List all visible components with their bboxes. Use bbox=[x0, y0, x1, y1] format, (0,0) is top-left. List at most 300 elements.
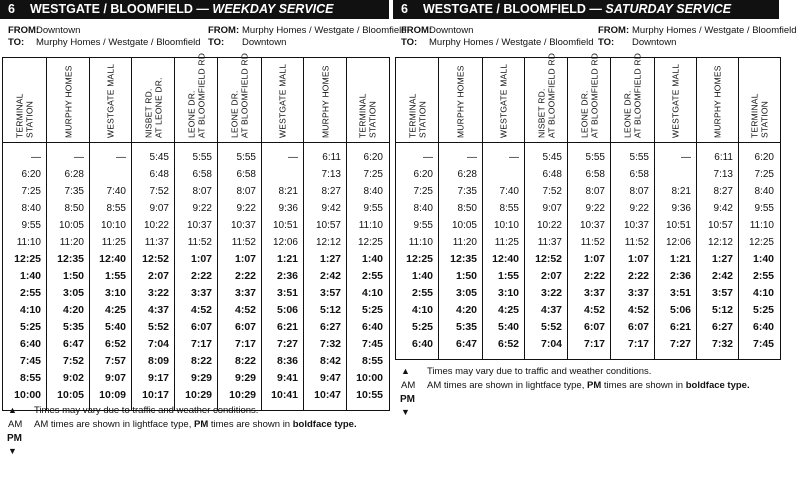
time-cell: 12:12 bbox=[315, 236, 341, 248]
am-label: AM bbox=[8, 419, 23, 430]
time-cell: 1:40 bbox=[752, 253, 774, 266]
time-cell: 7:27 bbox=[276, 337, 298, 350]
time-cell: 2:22 bbox=[234, 270, 256, 283]
time-cell: 12:40 bbox=[492, 253, 519, 266]
time-cell: 9:22 bbox=[629, 202, 649, 214]
time-cell: 1:40 bbox=[361, 253, 383, 266]
time-cell: 5:06 bbox=[276, 304, 298, 317]
time-cell: 11:52 bbox=[231, 236, 256, 248]
note-mid-text: times are shown in bbox=[210, 419, 291, 430]
to-label: TO: bbox=[598, 37, 615, 48]
time-cell: 8:36 bbox=[276, 354, 298, 367]
time-cell: 8:42 bbox=[319, 354, 341, 367]
time-cell: 1:55 bbox=[497, 270, 519, 283]
time-cell: 3:37 bbox=[234, 287, 256, 300]
time-cell: 3:22 bbox=[540, 287, 562, 300]
to-line bbox=[8, 37, 201, 49]
time-cell: — bbox=[31, 152, 41, 163]
time-cell: — bbox=[467, 152, 477, 163]
time-cell: 9:29 bbox=[234, 371, 256, 384]
column-header-label: LEONE DR. AT BLOOMFIELD RD bbox=[229, 52, 249, 138]
time-cell: 12:40 bbox=[99, 253, 126, 266]
time-cell: 1:40 bbox=[411, 270, 433, 283]
to-label: TO: bbox=[401, 37, 418, 48]
time-cell: 10:00 bbox=[356, 371, 383, 384]
time-cell: 5:52 bbox=[147, 321, 169, 333]
time-cell: 1:50 bbox=[62, 270, 84, 283]
time-cell: 6:27 bbox=[711, 321, 733, 333]
time-cell: 8:50 bbox=[457, 202, 477, 214]
time-cell: 11:37 bbox=[537, 236, 562, 248]
time-cell: 4:10 bbox=[411, 304, 433, 317]
time-cell: 10:47 bbox=[314, 388, 341, 401]
time-cell: 7:52 bbox=[149, 185, 169, 197]
time-cell: 2:42 bbox=[319, 270, 341, 283]
time-cell: 11:10 bbox=[408, 236, 433, 248]
column-header-label: NISBET RD. AT BLOOMFIELD RD bbox=[536, 52, 556, 138]
time-cell: 10:51 bbox=[665, 219, 691, 231]
time-cell: 9:42 bbox=[321, 202, 341, 214]
time-cell: 7:17 bbox=[627, 337, 649, 350]
time-cell: 6:07 bbox=[234, 321, 256, 333]
time-cell: 8:21 bbox=[671, 185, 691, 197]
time-cell: 11:37 bbox=[144, 236, 169, 248]
column-header-label: NISBET RD. AT LEONE DR. bbox=[143, 77, 163, 138]
time-cell: 6:11 bbox=[322, 152, 341, 163]
time-cell: 2:07 bbox=[147, 270, 169, 283]
note-vary: Times may vary due to traffic and weather conditions. bbox=[427, 366, 652, 377]
column-header bbox=[262, 58, 304, 142]
time-cell: 6:48 bbox=[542, 168, 562, 180]
time-cell: 9:47 bbox=[319, 371, 341, 384]
pm-label: PM bbox=[7, 433, 22, 444]
from-label: FROM: bbox=[8, 25, 40, 36]
note-type-legend bbox=[34, 419, 357, 430]
time-cell: 10:00 bbox=[14, 388, 41, 401]
column-header bbox=[175, 52, 218, 142]
service-type: WEEKDAY SERVICE bbox=[212, 2, 334, 16]
to-line bbox=[401, 37, 594, 49]
time-cell: 12:35 bbox=[57, 253, 84, 266]
to-line bbox=[598, 37, 797, 49]
time-cell: 6:07 bbox=[627, 321, 649, 333]
time-cell: 3:05 bbox=[62, 287, 84, 300]
time-cell: 12:35 bbox=[450, 253, 477, 266]
time-cell: 7:25 bbox=[21, 185, 41, 197]
time-cell: 10:37 bbox=[230, 219, 256, 231]
time-cell: 8:22 bbox=[234, 354, 256, 367]
timetable bbox=[2, 52, 390, 411]
time-cell: 1:40 bbox=[19, 270, 41, 283]
direction-outbound bbox=[401, 25, 594, 49]
direction-outbound bbox=[8, 25, 201, 49]
from-line bbox=[401, 25, 594, 37]
note-bold-text: boldface type. bbox=[685, 380, 750, 391]
time-cell: 3:37 bbox=[583, 287, 605, 300]
column-header bbox=[347, 58, 389, 142]
time-cell: 2:55 bbox=[752, 270, 774, 283]
time-cell: 4:37 bbox=[147, 304, 169, 317]
time-cell: 10:41 bbox=[271, 388, 298, 401]
time-cell: 6:21 bbox=[669, 321, 691, 333]
note-am-text: AM times are shown in lightface type, bbox=[34, 419, 192, 430]
time-cell: 7:45 bbox=[752, 337, 774, 350]
time-cell: 2:55 bbox=[19, 287, 41, 300]
time-cell: 10:09 bbox=[99, 388, 126, 401]
time-cell: 5:12 bbox=[319, 304, 341, 317]
note-am-text: AM times are shown in lightface type, bbox=[427, 380, 585, 391]
time-cell: 9:55 bbox=[21, 219, 41, 231]
time-cell: 12:25 bbox=[357, 236, 383, 248]
time-cell: 8:07 bbox=[192, 185, 212, 197]
column-header-label: MURPHY HOMES bbox=[455, 65, 466, 138]
time-cell: 8:27 bbox=[713, 185, 733, 197]
time-cell: 4:25 bbox=[104, 304, 126, 317]
time-cell: 11:25 bbox=[101, 236, 126, 248]
time-cell: 8:55 bbox=[499, 202, 519, 214]
time-cell: 5:35 bbox=[455, 321, 477, 333]
time-cell: 9:36 bbox=[671, 202, 691, 214]
column-header bbox=[655, 58, 697, 142]
column-header bbox=[483, 58, 525, 142]
time-cell: 6:40 bbox=[19, 337, 41, 350]
time-cell: — bbox=[509, 152, 519, 163]
header-divider bbox=[3, 142, 389, 143]
from-value: Murphy Homes / Westgate / Bloomfield bbox=[242, 25, 407, 36]
time-cell: 3:57 bbox=[319, 287, 341, 300]
from-label: FROM: bbox=[208, 25, 240, 36]
time-cell: 12:25 bbox=[14, 253, 41, 266]
time-cell: 9:22 bbox=[236, 202, 256, 214]
time-cell: 7:04 bbox=[147, 337, 169, 350]
time-cell: 8:55 bbox=[361, 354, 383, 367]
time-cell: — bbox=[74, 152, 84, 163]
time-cell: 10:29 bbox=[229, 388, 256, 401]
from-line bbox=[598, 25, 797, 37]
time-cell: 9:17 bbox=[147, 371, 169, 384]
column-header-label: WESTGATE MALL bbox=[498, 63, 509, 138]
time-cell: 1:07 bbox=[190, 253, 212, 266]
column-header bbox=[739, 58, 780, 142]
time-cell: 4:52 bbox=[627, 304, 649, 317]
column-header-label: LEONE DR. AT BLOOMFIELD RD bbox=[622, 52, 642, 138]
column-header-label: TERMINAL STATION bbox=[407, 93, 427, 138]
column-header bbox=[697, 58, 739, 142]
note-type-legend bbox=[427, 380, 750, 391]
column-header-label: MURPHY HOMES bbox=[712, 65, 723, 138]
am-label: AM bbox=[401, 380, 416, 391]
time-cell: 9:55 bbox=[754, 202, 774, 214]
time-cell: 9:55 bbox=[363, 202, 383, 214]
time-cell: 6:27 bbox=[319, 321, 341, 333]
column-header bbox=[47, 58, 90, 142]
column-header bbox=[3, 58, 47, 142]
time-cell: 6:47 bbox=[455, 337, 477, 350]
time-cell: 9:55 bbox=[413, 219, 433, 231]
time-cell: 2:55 bbox=[361, 270, 383, 283]
route-name: WESTGATE / BLOOMFIELD — bbox=[423, 2, 602, 16]
column-header-label: MURPHY HOMES bbox=[62, 65, 73, 138]
time-cell: 7:25 bbox=[363, 168, 383, 180]
time-cell: — bbox=[288, 152, 298, 163]
from-value: Downtown bbox=[429, 25, 474, 36]
time-cell: 6:28 bbox=[64, 168, 84, 180]
time-cell: 10:22 bbox=[143, 219, 169, 231]
time-cell: 8:40 bbox=[754, 185, 774, 197]
time-cell: 7:13 bbox=[321, 168, 341, 180]
time-cell: 8:27 bbox=[321, 185, 341, 197]
timetable bbox=[395, 52, 781, 360]
time-cell: 8:07 bbox=[236, 185, 256, 197]
time-cell: 11:10 bbox=[16, 236, 41, 248]
time-cell: 6:52 bbox=[104, 337, 126, 350]
time-cell: — bbox=[116, 152, 126, 163]
time-cell: 5:25 bbox=[411, 321, 433, 333]
route-name: WESTGATE / BLOOMFIELD — bbox=[30, 2, 209, 16]
time-cell: 7:17 bbox=[583, 337, 605, 350]
time-cell: 11:25 bbox=[494, 236, 519, 248]
up-arrow-icon: ▲ bbox=[401, 366, 410, 376]
time-cell: 9:22 bbox=[585, 202, 605, 214]
time-cell: 7:35 bbox=[64, 185, 84, 197]
time-cell: 11:52 bbox=[580, 236, 605, 248]
time-cell: 5:12 bbox=[711, 304, 733, 317]
time-cell: 4:52 bbox=[190, 304, 212, 317]
to-line bbox=[208, 37, 407, 49]
time-cell: 10:05 bbox=[451, 219, 477, 231]
time-cell: 9:07 bbox=[104, 371, 126, 384]
time-cell: 5:55 bbox=[629, 152, 649, 163]
time-cell: 10:37 bbox=[579, 219, 605, 231]
time-cell: 12:52 bbox=[535, 253, 562, 266]
time-cell: 2:36 bbox=[669, 270, 691, 283]
to-value: Murphy Homes / Westgate / Bloomfield bbox=[36, 37, 201, 48]
time-cell: 4:10 bbox=[752, 287, 774, 300]
time-cell: 6:58 bbox=[192, 168, 212, 180]
header-divider bbox=[396, 142, 780, 143]
column-header bbox=[396, 58, 439, 142]
time-cell: 7:45 bbox=[361, 337, 383, 350]
column-header-label: WESTGATE MALL bbox=[277, 63, 288, 138]
time-cell: 10:57 bbox=[707, 219, 733, 231]
time-cell: 5:55 bbox=[585, 152, 605, 163]
time-cell: 10:55 bbox=[356, 388, 383, 401]
time-cell: 4:20 bbox=[62, 304, 84, 317]
time-cell: 3:37 bbox=[627, 287, 649, 300]
time-cell: 1:55 bbox=[104, 270, 126, 283]
time-cell: 5:25 bbox=[19, 321, 41, 333]
time-cell: 1:07 bbox=[627, 253, 649, 266]
time-cell: 10:05 bbox=[58, 219, 84, 231]
time-cell: 9:02 bbox=[62, 371, 84, 384]
time-cell: 7:17 bbox=[234, 337, 256, 350]
time-cell: — bbox=[681, 152, 691, 163]
to-value: Downtown bbox=[242, 37, 287, 48]
time-cell: 6:40 bbox=[411, 337, 433, 350]
note-pm-text: PM bbox=[587, 380, 602, 391]
time-cell: 7:25 bbox=[413, 185, 433, 197]
column-header bbox=[568, 52, 611, 142]
time-cell: 11:52 bbox=[187, 236, 212, 248]
time-cell: 6:21 bbox=[276, 321, 298, 333]
time-cell: 12:12 bbox=[707, 236, 733, 248]
time-cell: 5:55 bbox=[236, 152, 256, 163]
time-cell: 8:55 bbox=[19, 371, 41, 384]
time-cell: 7:27 bbox=[669, 337, 691, 350]
down-arrow-icon: ▼ bbox=[401, 407, 410, 417]
column-header-label: TERMINAL STATION bbox=[749, 93, 769, 138]
time-cell: 10:51 bbox=[272, 219, 298, 231]
time-cell: 11:20 bbox=[452, 236, 477, 248]
to-label: TO: bbox=[8, 37, 25, 48]
time-cell: 12:52 bbox=[142, 253, 169, 266]
note-mid-text: times are shown in bbox=[603, 380, 684, 391]
time-cell: 5:25 bbox=[361, 304, 383, 317]
time-cell: 7:25 bbox=[754, 168, 774, 180]
column-header-label: TERMINAL STATION bbox=[14, 93, 34, 138]
column-header-label: WESTGATE MALL bbox=[105, 63, 116, 138]
column-header bbox=[132, 58, 175, 142]
time-cell: 6:20 bbox=[21, 168, 41, 180]
time-cell: 9:07 bbox=[542, 202, 562, 214]
time-cell: 1:07 bbox=[583, 253, 605, 266]
to-value: Downtown bbox=[632, 37, 677, 48]
time-cell: 10:37 bbox=[623, 219, 649, 231]
time-cell: 11:20 bbox=[59, 236, 84, 248]
down-arrow-icon: ▼ bbox=[8, 446, 17, 456]
time-cell: 6:58 bbox=[629, 168, 649, 180]
note-vary: Times may vary due to traffic and weather conditions. bbox=[34, 405, 259, 416]
time-cell: 7:52 bbox=[542, 185, 562, 197]
time-cell: 5:25 bbox=[752, 304, 774, 317]
column-header bbox=[611, 52, 655, 142]
note-pm-text: PM bbox=[194, 419, 209, 430]
time-cell: 1:50 bbox=[455, 270, 477, 283]
time-cell: 8:40 bbox=[21, 202, 41, 214]
time-cell: 11:52 bbox=[624, 236, 649, 248]
time-cell: 3:51 bbox=[669, 287, 691, 300]
time-cell: 7:32 bbox=[319, 337, 341, 350]
from-value: Murphy Homes / Westgate / Bloomfield bbox=[632, 25, 797, 36]
direction-inbound bbox=[598, 25, 797, 49]
time-cell: 5:52 bbox=[540, 321, 562, 333]
time-cell: 10:05 bbox=[57, 388, 84, 401]
time-cell: 2:36 bbox=[276, 270, 298, 283]
column-header bbox=[525, 52, 568, 142]
time-cell: 10:29 bbox=[185, 388, 212, 401]
time-cell: 8:07 bbox=[629, 185, 649, 197]
time-cell: 12:06 bbox=[272, 236, 298, 248]
time-cell: 7:13 bbox=[713, 168, 733, 180]
time-cell: 5:45 bbox=[542, 152, 562, 163]
route-header bbox=[0, 0, 389, 19]
time-cell: 3:51 bbox=[276, 287, 298, 300]
time-cell: 6:47 bbox=[62, 337, 84, 350]
time-cell: 9:42 bbox=[713, 202, 733, 214]
time-cell: 8:07 bbox=[585, 185, 605, 197]
time-cell: 7:40 bbox=[499, 185, 519, 197]
time-cell: 3:05 bbox=[455, 287, 477, 300]
time-cell: 2:22 bbox=[583, 270, 605, 283]
time-cell: 6:48 bbox=[149, 168, 169, 180]
time-cell: 7:52 bbox=[62, 354, 84, 367]
time-cell: 4:10 bbox=[19, 304, 41, 317]
service-type: SATURDAY SERVICE bbox=[605, 2, 732, 16]
time-cell: 6:20 bbox=[413, 168, 433, 180]
time-cell: 5:45 bbox=[149, 152, 169, 163]
time-cell: 6:58 bbox=[585, 168, 605, 180]
time-cell: 9:36 bbox=[278, 202, 298, 214]
time-cell: 7:40 bbox=[106, 185, 126, 197]
time-cell: 3:10 bbox=[497, 287, 519, 300]
from-label: FROM: bbox=[401, 25, 433, 36]
time-cell: 7:35 bbox=[457, 185, 477, 197]
time-cell: 9:41 bbox=[276, 371, 298, 384]
time-cell: 2:55 bbox=[411, 287, 433, 300]
time-cell: 7:04 bbox=[540, 337, 562, 350]
time-cell: 2:22 bbox=[627, 270, 649, 283]
time-cell: 8:21 bbox=[278, 185, 298, 197]
time-cell: 4:10 bbox=[361, 287, 383, 300]
time-cell: 3:10 bbox=[104, 287, 126, 300]
time-cell: 1:21 bbox=[669, 253, 691, 266]
column-header-label: LEONE DR. AT BLOOMFIELD RD bbox=[579, 52, 599, 138]
time-cell: 6:07 bbox=[190, 321, 212, 333]
time-cell: 6:07 bbox=[583, 321, 605, 333]
time-cell: 5:55 bbox=[192, 152, 212, 163]
time-cell: 7:32 bbox=[711, 337, 733, 350]
column-header-label: TERMINAL STATION bbox=[357, 93, 377, 138]
up-arrow-icon: ▲ bbox=[8, 405, 17, 415]
time-cell: 9:07 bbox=[149, 202, 169, 214]
time-cell: 1:21 bbox=[276, 253, 298, 266]
pm-label: PM bbox=[400, 394, 415, 405]
route-header bbox=[393, 0, 779, 19]
time-cell: 7:45 bbox=[19, 354, 41, 367]
from-line bbox=[208, 25, 407, 37]
note-bold-text: boldface type. bbox=[292, 419, 357, 430]
time-cell: 3:57 bbox=[711, 287, 733, 300]
time-cell: 6:40 bbox=[752, 321, 774, 333]
direction-inbound bbox=[208, 25, 407, 49]
time-cell: 5:06 bbox=[669, 304, 691, 317]
to-label: TO: bbox=[208, 37, 225, 48]
column-header bbox=[304, 58, 347, 142]
time-cell: 3:22 bbox=[147, 287, 169, 300]
from-value: Downtown bbox=[36, 25, 81, 36]
time-cell: 2:42 bbox=[711, 270, 733, 283]
time-cell: 2:22 bbox=[190, 270, 212, 283]
time-cell: 4:37 bbox=[540, 304, 562, 317]
time-cell: 8:40 bbox=[363, 185, 383, 197]
time-cell: — bbox=[423, 152, 433, 163]
from-line bbox=[8, 25, 201, 37]
column-header-label: LEONE DR. AT BLOOMFIELD RD bbox=[186, 52, 206, 138]
time-cell: 4:52 bbox=[234, 304, 256, 317]
time-cell: 1:27 bbox=[319, 253, 341, 266]
time-cell: 11:10 bbox=[749, 219, 774, 231]
time-cell: 8:09 bbox=[147, 354, 169, 367]
column-header bbox=[218, 52, 262, 142]
time-cell: 10:37 bbox=[186, 219, 212, 231]
time-cell: 10:10 bbox=[493, 219, 519, 231]
time-cell: 3:37 bbox=[190, 287, 212, 300]
time-cell: 8:55 bbox=[106, 202, 126, 214]
time-cell: 6:58 bbox=[236, 168, 256, 180]
time-cell: 9:22 bbox=[192, 202, 212, 214]
time-cell: 1:27 bbox=[711, 253, 733, 266]
route-title bbox=[423, 0, 731, 19]
